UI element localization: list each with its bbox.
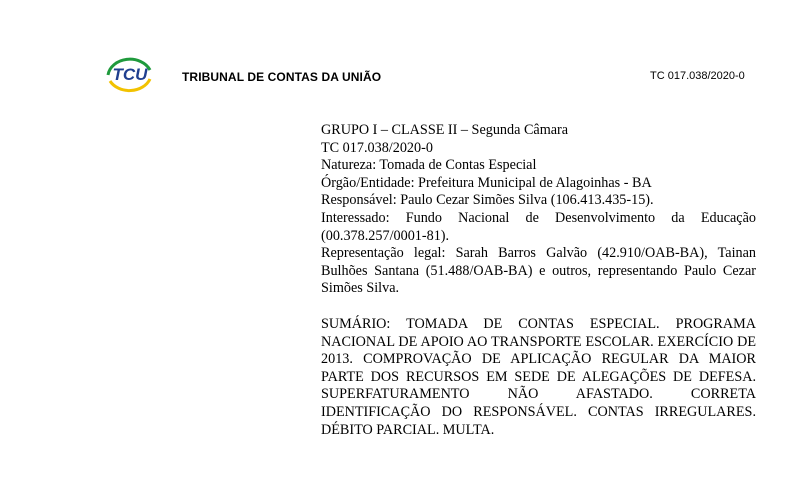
representation-paragraph: Representação legal: Sarah Barros Galvão (42.910/OAB-BA), Tainan Bulhões Santana (51.488/OAB-BA) e outros, representando Paulo Cezar Simões Silva. — [321, 245, 756, 297]
logo-text: TCU — [112, 65, 148, 84]
summary-paragraph: SUMÁRIO: TOMADA DE CONTAS ESPECIAL. PROGRAMA NACIONAL DE APOIO AO TRANSPORTE ESCOLAR. EXERCÍCIO DE 2013. COMPROVAÇÃO DE APLICAÇÃO REGULAR DA MAIOR PARTE DOS RECURSOS EM SEDE DE ALEGAÇÕES DE DEFESA. SUPERFATURAMENTO NÃO AFASTADO. CORRETA IDENTIFICAÇÃO DO RESPONSÁVEL. CONTAS IRREGULARES. DÉBITO PARCIAL. MULTA. — [321, 315, 756, 438]
responsible-line: Responsável: Paulo Cezar Simões Silva (106.413.435-15). — [321, 192, 654, 209]
entity-line: Órgão/Entidade: Prefeitura Municipal de Alagoinhas - BA — [321, 174, 652, 191]
process-line: TC 017.038/2020-0 — [321, 139, 433, 156]
paragraph-spacer — [321, 298, 756, 316]
tcu-logo — [104, 55, 156, 93]
interested-paragraph: Interessado: Fundo Nacional de Desenvolvimento da Educação (00.378.257/0001-81). — [321, 209, 756, 244]
organization-name: TRIBUNAL DE CONTAS DA UNIÃO — [182, 70, 382, 84]
nature-line: Natureza: Tomada de Contas Especial — [321, 157, 537, 174]
group-line: GRUPO I – CLASSE II – Segunda Câmara — [321, 122, 569, 138]
header-process-number: TC 017.038/2020-0 — [650, 70, 745, 82]
document-body — [321, 122, 756, 439]
